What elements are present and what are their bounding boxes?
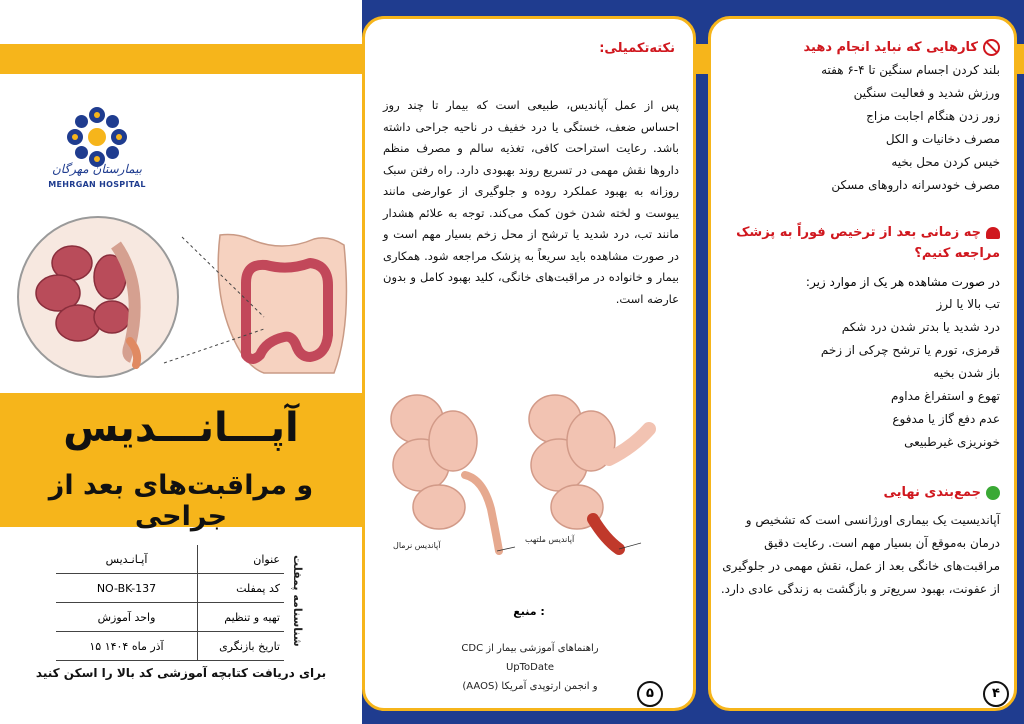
no-entry-icon xyxy=(983,39,1000,56)
green-circle-icon xyxy=(986,486,1000,500)
list-item: ورزش شدید و فعالیت سنگین xyxy=(853,86,1000,100)
siren-icon xyxy=(986,227,1000,239)
edge-band xyxy=(1017,44,1024,74)
page-5 xyxy=(362,16,696,711)
normal-vs-inflamed-appendix-illustration xyxy=(387,389,677,559)
when-heading-line1: چه زمانی بعد از ترخیص فوراً به پزشک xyxy=(736,225,981,240)
dont-heading: کارهایی که نباید انجام دهید xyxy=(803,40,978,55)
hospital-name-fa: بیمارستان مهرگان xyxy=(51,162,143,176)
sources-heading: منبع : xyxy=(513,605,545,618)
source-item: UpToDate xyxy=(505,662,555,673)
when-intro: در صورت مشاهده هر یک از موارد زیر: xyxy=(805,275,1000,289)
fold-band xyxy=(696,44,708,74)
id-key: تاریخ بازنگری xyxy=(198,632,285,661)
summary-heading: جمع‌بندی نهایی xyxy=(883,485,981,500)
list-item: خونریزی غیرطبیعی xyxy=(904,435,1000,449)
list-item: باز شدن بخیه xyxy=(933,366,1000,380)
pamphlet-id-heading: شناسنامه پمفلت xyxy=(291,555,304,647)
list-item: مصرف خودسرانه داروهای مسکن xyxy=(831,178,1000,192)
id-value: آپـانـدیس xyxy=(56,545,198,574)
hospital-name-en: MEHRGAN HOSPITAL xyxy=(48,180,146,189)
scan-note: برای دریافت کتابچه آموزشی کد بالا را اسکن کنید xyxy=(35,666,327,680)
source-item: و انجمن ارتوپدی آمریکا (AAOS) xyxy=(462,681,598,692)
page-4 xyxy=(708,16,1017,711)
page5-paragraph: پس از عمل آپاندیس، طبیعی است که بیمار تا چند روز احساس ضعف، خستگی یا درد خفیف در ناحیه جراحی داشته باشد. رعایت استراحت کافی، تغذیه سالم و مصرف منظم داروها نقش مهمی در تسریع روند بهبودی دارد. راه رفتن سبک روزانه به بهبود عملکرد روده و جلوگیری از عوارضی مانند یبوست و لخته شدن خون کمک می‌کند. توجه به علائم هشدار مانند تب، درد شدید یا ترشح از محل زخم بسیار مهم است و در صورت مشاهده باید سریعاً به پزشک مراجعه شود. همکاری بیمار و خانواده در مراقبت‌های خانگی، کلید بهبود کامل و بدون عارضه است. xyxy=(383,98,679,306)
dont-heading-row xyxy=(804,39,1000,56)
page-number-4: ۴ xyxy=(983,681,1009,707)
id-key: عنوان xyxy=(198,545,285,574)
page5-heading: نکته‌تکمیلی: xyxy=(599,41,675,56)
appendix-anatomy-illustration xyxy=(14,205,354,390)
id-value: واحد آموزش xyxy=(56,603,198,632)
list-item: عدم دفع گاز یا مدفوع xyxy=(892,412,1000,426)
list-item: بلند کردن اجسام سنگین تا ۴-۶ هفته xyxy=(821,63,1000,77)
cover-title: آپـــانـــدیس xyxy=(63,405,299,451)
list-item: خیس کردن محل بخیه xyxy=(891,155,1000,169)
table-row xyxy=(56,545,284,574)
list-item: قرمزی، تورم یا ترشح چرکی از زخم xyxy=(820,343,1000,357)
summary-heading-row xyxy=(884,485,1000,500)
list-item: درد شدید یا بدتر شدن درد شکم xyxy=(841,320,1000,334)
summary-text: آپاندیسیت یک بیماری اورژانسی است که تشخیص و درمان به‌موقع آن بسیار مهم است. رعایت دقیق مراقبت‌های خانگی بعد از عمل، نقش مهمی در جلوگیری از عفونت، بهبود سریع‌تر و بازگشت به زندگی عادی دارد. xyxy=(720,513,1000,596)
id-key: کد پمفلت xyxy=(198,574,285,603)
table-row xyxy=(56,603,284,632)
source-item: راهنماهای آموزشی بیمار از CDC xyxy=(461,643,599,654)
pamphlet-id-table xyxy=(56,545,284,661)
when-heading-line2: مراجعه کنیم؟ xyxy=(914,246,1000,261)
table-row xyxy=(56,574,284,603)
id-value: ۱۵ آذر ماه ۱۴۰۴ xyxy=(56,632,198,661)
dont-list xyxy=(720,59,1000,197)
list-item: مصرف دخانیات و الکل xyxy=(885,132,1000,146)
when-list xyxy=(720,293,1000,454)
page-number-5: ۵ xyxy=(637,681,663,707)
label-inflamed-appendix: آپاندیس ملتهب xyxy=(525,535,575,544)
list-item: تب بالا یا لرز xyxy=(936,297,1000,311)
when-heading-row xyxy=(720,225,1000,240)
list-item: زور زدن هنگام اجابت مزاج xyxy=(866,109,1000,123)
list-item: تهوع و استفراغ مداوم xyxy=(891,389,1000,403)
cover-subtitle: و مراقبت‌های بعد از جراحی xyxy=(48,470,314,532)
sources-list xyxy=(425,639,635,696)
cover-top-band xyxy=(0,44,362,74)
id-key: تهیه و تنظیم xyxy=(198,603,285,632)
table-row xyxy=(56,632,284,661)
when-heading-block xyxy=(720,225,1000,261)
cover-panel xyxy=(0,0,362,724)
id-value: NO-BK-137 xyxy=(56,574,198,603)
label-normal-appendix: آپاندیس نرمال xyxy=(393,541,441,550)
hospital-logo xyxy=(42,84,152,194)
